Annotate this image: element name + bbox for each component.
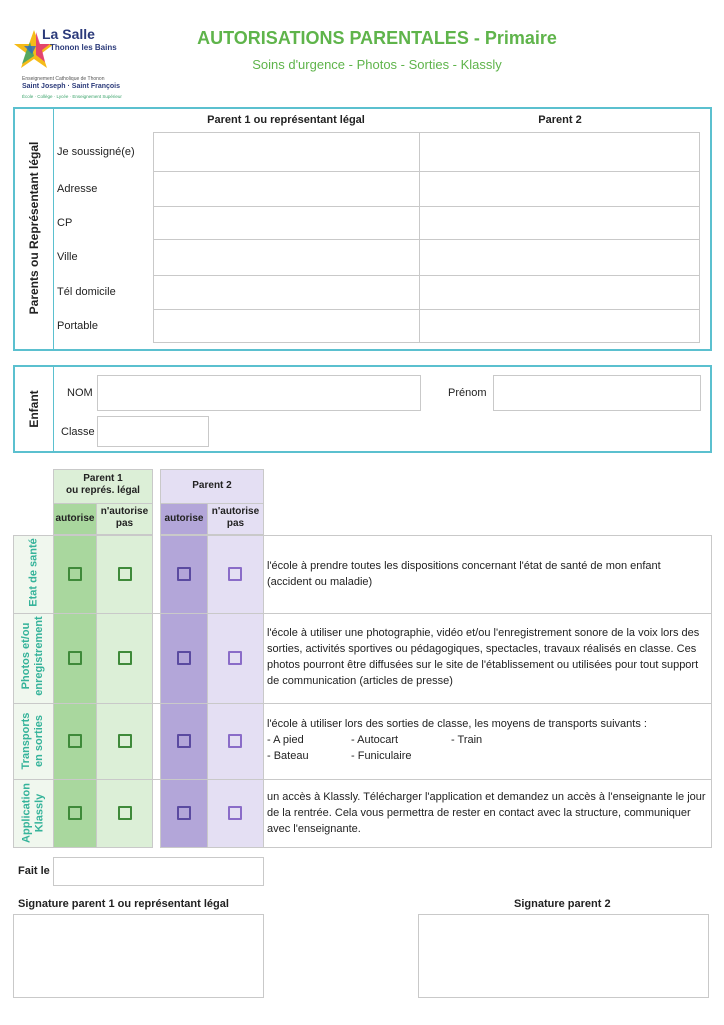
- logo-line-3: École · Collège · Lycée · Enseignement Supérieur: [22, 94, 122, 99]
- child-section: [13, 365, 712, 453]
- p2-sante-autorise-checkbox[interactable]: [177, 567, 191, 581]
- signature-parent1-box[interactable]: [13, 914, 264, 998]
- perm-header-parent1: Parent 1 ou représ. légal: [66, 473, 140, 496]
- row-label-tel: Tél domicile: [57, 286, 116, 298]
- perm-row-transports: [13, 703, 712, 779]
- perm-header-parent2: Parent 2: [192, 480, 232, 491]
- perm-row-klassly: [13, 779, 712, 848]
- p1-autorise-header: autorise: [55, 513, 95, 524]
- fait-le-field[interactable]: [53, 857, 264, 886]
- p2-cp-field[interactable]: [419, 206, 700, 240]
- p1-photos-nautorise-checkbox[interactable]: [118, 651, 132, 665]
- transport-a-pied: - A pied: [267, 734, 304, 746]
- transport-bateau: - Bateau: [267, 750, 309, 762]
- row-sante-text: l'école à prendre toutes les dispositions concernant l'état de santé de mon enfant (accident ou maladie): [267, 560, 661, 588]
- p1-cp-field[interactable]: [153, 206, 420, 240]
- p2-transports-autorise-checkbox[interactable]: [177, 734, 191, 748]
- row-photos-text: l'école à utiliser une photographie, vidéo et/ou l'enregistrement sonore de la voix lors des sorties, activités sportives ou pédagogiques, spectacles, travaux réalisés en classe. Ces photos pourront être diffusées sur le site de l'établissement ou utilisées pour tout support de communication (articles de presse): [267, 627, 700, 687]
- logo-line-2: Saint Joseph · Saint François: [22, 83, 121, 90]
- parents-side-label: Parents ou Représentant légal: [27, 141, 41, 315]
- signature-parent1-label: Signature parent 1 ou représentant légal: [18, 898, 229, 910]
- row-label-portable: Portable: [57, 320, 98, 332]
- p1-ville-field[interactable]: [153, 239, 420, 276]
- perm-row-sante: [13, 535, 712, 613]
- classe-label: Classe: [61, 426, 95, 438]
- p2-photos-autorise-checkbox[interactable]: [177, 651, 191, 665]
- row-klassly-text: un accès à Klassly. Télécharger l'application et demandez un accès à l'enseignante le jour de la rentrée. Cela vous permettra de rester en contact avec la structure, communiquer avec l'enseignante.: [267, 791, 706, 835]
- p1-nautorise-header: n'autorise pas: [100, 506, 149, 529]
- p2-klassly-autorise-checkbox[interactable]: [177, 806, 191, 820]
- p1-klassly-autorise-checkbox[interactable]: [68, 806, 82, 820]
- nom-field[interactable]: [97, 375, 421, 411]
- logo-line-1: Enseignement Catholique de Thonon: [22, 76, 105, 82]
- p1-portable-field[interactable]: [153, 309, 420, 343]
- col-header-parent1: Parent 1 ou représentant légal: [207, 114, 365, 126]
- child-side-label: Enfant: [27, 390, 41, 428]
- fait-le-label: Fait le: [18, 865, 50, 877]
- logo-city: Thonon les Bains: [50, 43, 117, 52]
- p2-autorise-header: autorise: [164, 513, 204, 524]
- p1-soussigne-field[interactable]: [153, 132, 420, 172]
- col-header-parent2: Parent 2: [538, 114, 582, 126]
- row-photos-side-label: Photos et/ou enregistrement: [20, 616, 45, 696]
- prenom-label: Prénom: [448, 387, 487, 399]
- transport-funiculaire: - Funiculaire: [351, 750, 412, 762]
- row-label-soussigne: Je soussigné(e): [57, 146, 135, 158]
- row-transports-intro: l'école à utiliser lors des sorties de classe, les moyens de transports suivants :: [267, 718, 647, 730]
- p2-nautorise-header: n'autorise pas: [211, 506, 260, 529]
- prenom-field[interactable]: [493, 375, 701, 411]
- p2-transports-nautorise-checkbox[interactable]: [228, 734, 242, 748]
- page-title: AUTORISATIONS PARENTALES - Primaire: [197, 28, 557, 48]
- p1-klassly-nautorise-checkbox[interactable]: [118, 806, 132, 820]
- logo-name: La Salle: [42, 26, 95, 42]
- signature-parent2-box[interactable]: [418, 914, 709, 998]
- p1-tel-field[interactable]: [153, 275, 420, 310]
- perm-row-photos: [13, 613, 712, 703]
- row-klassly-side-label: Application Klassly: [20, 783, 46, 843]
- p1-sante-autorise-checkbox[interactable]: [68, 567, 82, 581]
- row-label-cp: CP: [57, 217, 73, 229]
- transport-train: - Train: [451, 734, 483, 746]
- p2-soussigne-field[interactable]: [419, 132, 700, 172]
- p1-photos-autorise-checkbox[interactable]: [68, 651, 82, 665]
- page-subtitle: Soins d'urgence - Photos - Sorties - Klassly: [252, 57, 502, 72]
- transport-autocart: - Autocart: [351, 734, 399, 746]
- classe-field[interactable]: [97, 416, 209, 447]
- p1-transports-autorise-checkbox[interactable]: [68, 734, 82, 748]
- p2-portable-field[interactable]: [419, 309, 700, 343]
- p2-klassly-nautorise-checkbox[interactable]: [228, 806, 242, 820]
- p2-photos-nautorise-checkbox[interactable]: [228, 651, 242, 665]
- p2-tel-field[interactable]: [419, 275, 700, 310]
- p2-sante-nautorise-checkbox[interactable]: [228, 567, 242, 581]
- p2-adresse-field[interactable]: [419, 171, 700, 207]
- row-label-adresse: Adresse: [57, 183, 98, 195]
- p1-adresse-field[interactable]: [153, 171, 420, 207]
- p2-ville-field[interactable]: [419, 239, 700, 276]
- p1-transports-nautorise-checkbox[interactable]: [118, 734, 132, 748]
- nom-label: NOM: [67, 387, 93, 399]
- signature-parent2-label: Signature parent 2: [514, 898, 611, 910]
- row-transports-side-label: Transports en sorties: [20, 712, 45, 770]
- row-sante-side-label: Etat de santé: [27, 538, 40, 607]
- p1-sante-nautorise-checkbox[interactable]: [118, 567, 132, 581]
- row-label-ville: Ville: [57, 251, 78, 263]
- parents-section: [13, 107, 712, 351]
